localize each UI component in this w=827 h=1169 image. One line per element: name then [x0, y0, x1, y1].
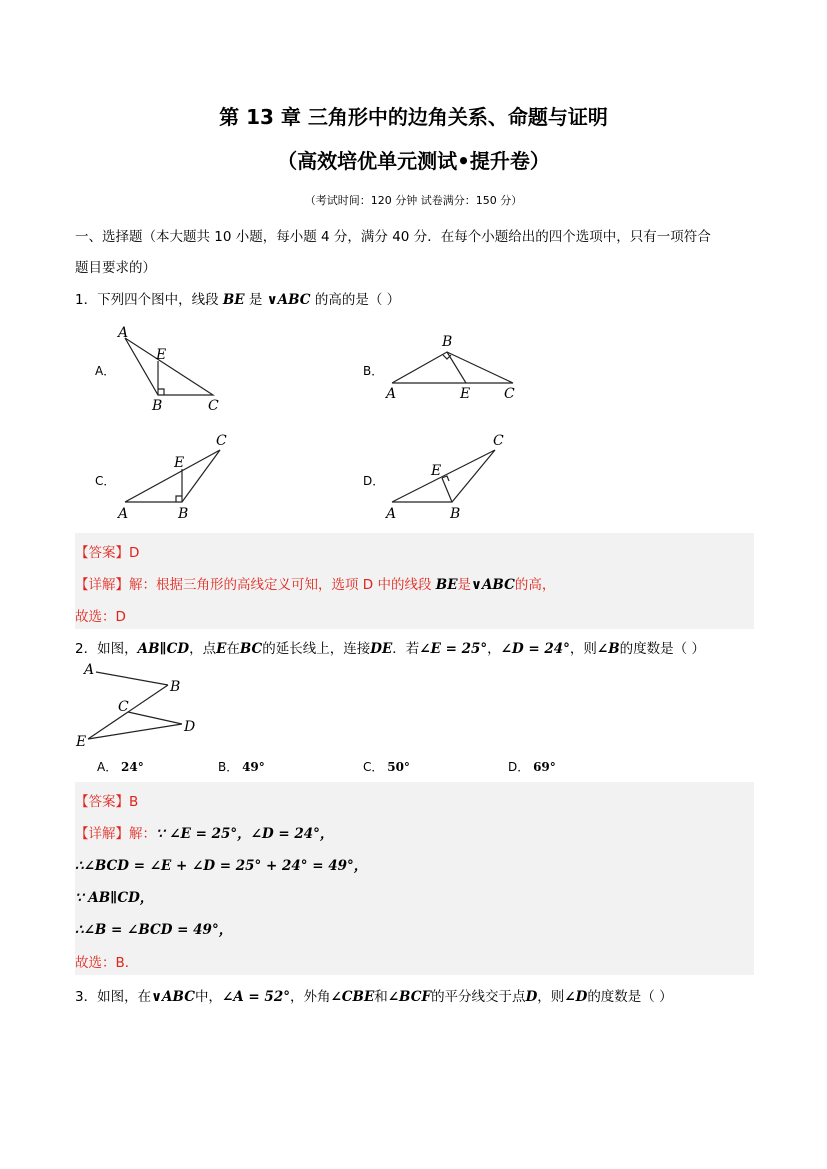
q2-fig-label-a: A — [84, 662, 95, 678]
q3-p8: ∠BCF — [387, 989, 432, 1005]
q1-option-c-label[interactable]: C． — [95, 474, 116, 488]
q1-fig-a-label-e: E — [156, 347, 167, 363]
q2-answer-value: B — [129, 794, 139, 810]
q2-option-a-value: 24° — [121, 760, 144, 774]
q1-seg: BE — [222, 292, 245, 308]
q1-tri: ∨ABC — [266, 292, 311, 308]
q1-mid: 是 — [248, 292, 263, 308]
q3-p6: ∠CBE — [330, 989, 375, 1005]
q1-fig-b-label-c: C — [504, 386, 515, 402]
q2-p12: ∠D = 24° — [500, 641, 570, 657]
q1-figure-b — [380, 330, 530, 405]
q3-p5: ，外角 — [289, 989, 331, 1005]
q3-p4: ∠A = 52° — [221, 989, 290, 1005]
q1-suffix: 的高的是（ ） — [314, 292, 401, 308]
q1-detail-line — [75, 573, 555, 593]
q1-figure-c — [110, 430, 240, 525]
q2-p15: 的度数是（ ） — [619, 641, 705, 657]
q1-detail-tag: 【详解】 — [75, 577, 129, 593]
section-heading-line2: 题目要求的） — [75, 260, 156, 276]
q2-detail-line1 — [75, 822, 333, 842]
q1-option-a-label[interactable]: A． — [95, 364, 116, 378]
q2-p10: ∠E = 25° — [419, 641, 488, 657]
q2-p6: BC — [239, 641, 263, 657]
q2-detail-l2: ∴∠BCD = ∠E + ∠D = 25° + 24° = 49°， — [75, 858, 368, 874]
q2-stem — [75, 637, 705, 657]
q1-fig-b-label-b: B — [442, 334, 453, 350]
q2-p4: E — [216, 641, 227, 657]
q1-fig-c-label-c: C — [216, 433, 227, 449]
q2-option-b-key: B． — [218, 760, 239, 774]
q1-fig-d-label-b: B — [450, 506, 461, 522]
q2-option-c[interactable] — [363, 758, 410, 775]
q1-stem — [75, 288, 400, 308]
q3-p13: 的度数是（ ） — [587, 989, 673, 1005]
q2-p13: ，则 — [569, 641, 597, 657]
q1-fig-d-label-a: A — [386, 506, 397, 522]
q2-p11: ， — [487, 641, 501, 657]
q2-figure — [72, 658, 212, 750]
page-title: 第 13 章 三角形中的边角关系、命题与证明 — [219, 105, 608, 129]
q2-p8: DE — [370, 641, 393, 657]
q1-fig-d-label-c: C — [493, 433, 504, 449]
q2-option-c-key: C． — [363, 760, 384, 774]
q1-fig-c-label-e: E — [174, 455, 185, 471]
q1-detail-prefix: 解：根据三角形的高线定义可知，选项 D 中的线段 — [129, 577, 432, 593]
q3-p12: ∠D — [564, 989, 588, 1005]
q2-option-d-value: 69° — [533, 760, 556, 774]
q1-fig-c-label-a: A — [118, 506, 129, 522]
q1-answer-line — [75, 541, 139, 561]
q1-fig-a-label-a: A — [118, 325, 129, 341]
q1-answer-tag: 【答案】 — [75, 545, 129, 561]
q2-detail-l1: ∵ ∠E = 25°，∠D = 24°， — [156, 826, 334, 842]
q2-detail-tag: 【详解】 — [75, 826, 129, 842]
q3-p10: D — [525, 989, 538, 1005]
q2-fig-label-b: B — [170, 679, 181, 695]
q2-answer-line — [75, 790, 138, 810]
q2-option-b[interactable] — [218, 758, 265, 775]
q2-detail-lead: 解： — [129, 826, 156, 842]
q2-option-b-value: 49° — [242, 760, 265, 774]
q3-p1: 3．如图，在 — [75, 989, 152, 1005]
q1-detail-seg: BE — [435, 577, 458, 593]
q3-p7: 和 — [374, 989, 388, 1005]
q2-p9: ．若 — [392, 641, 420, 657]
q2-fig-label-d: D — [184, 719, 196, 735]
page-subtitle-title: （高效培优单元测试•提升卷） — [277, 149, 550, 173]
q1-fig-b-label-e: E — [460, 386, 471, 402]
q2-option-d-key: D． — [508, 760, 530, 774]
q1-fig-a-label-b: B — [152, 398, 163, 414]
q1-fig-d-label-e: E — [431, 463, 442, 479]
q1-option-d-label[interactable]: D． — [363, 474, 385, 488]
q2-option-c-value: 50° — [387, 760, 410, 774]
q1-detail-mid: 是 — [457, 577, 471, 593]
q2-p1: 2．如图， — [75, 641, 138, 657]
q3-p11: ，则 — [537, 989, 565, 1005]
q2-option-d[interactable] — [508, 758, 556, 775]
q2-option-a-key: A． — [97, 760, 118, 774]
q2-answer-box — [75, 782, 754, 975]
q1-answer-value: D — [129, 545, 140, 561]
q1-detail-suffix: 的高， — [514, 577, 556, 593]
q2-detail-l4: ∴∠B = ∠BCD = 49°， — [75, 922, 233, 938]
q2-p2: AB∥CD — [137, 641, 190, 657]
q3-p2: ∨ABC — [151, 989, 195, 1005]
q2-p5: 在 — [226, 641, 240, 657]
q1-figure-d — [380, 430, 510, 525]
q2-option-a[interactable] — [97, 758, 144, 775]
q3-stem — [75, 985, 673, 1005]
q3-p3: 中， — [194, 989, 222, 1005]
q2-detail-l3: ∵ AB∥CD， — [75, 890, 154, 906]
q2-fig-label-e: E — [76, 734, 87, 750]
q1-option-b-label[interactable]: B． — [363, 364, 384, 378]
q1-detail-tri: ∨ABC — [470, 577, 515, 593]
q1-prefix: 1．下列四个图中，线段 — [75, 292, 219, 308]
q2-p7: 的延长线上，连接 — [262, 641, 371, 657]
q1-fig-b-label-a: A — [386, 386, 397, 402]
q2-p14: ∠B — [596, 641, 620, 657]
q3-p9: 的平分线交于点 — [431, 989, 526, 1005]
q1-fig-a-label-c: C — [208, 398, 219, 414]
section-heading-line1: 一、选择题（本大题共 10 小题，每小题 4 分，满分 40 分．在每个小题给出的四个选项中，只有一项符合 — [75, 229, 711, 245]
q2-p3: ，点 — [189, 641, 217, 657]
q2-answer-tag: 【答案】 — [75, 794, 129, 810]
q1-conclusion: 故选：D — [75, 609, 126, 625]
q1-fig-c-label-b: B — [178, 506, 189, 522]
q1-figure-a — [110, 320, 230, 415]
q2-conclusion: 故选：B． — [75, 955, 139, 971]
q2-fig-label-c: C — [118, 699, 129, 715]
exam-info: （考试时间：120 分钟 试卷满分：150 分） — [304, 194, 523, 207]
